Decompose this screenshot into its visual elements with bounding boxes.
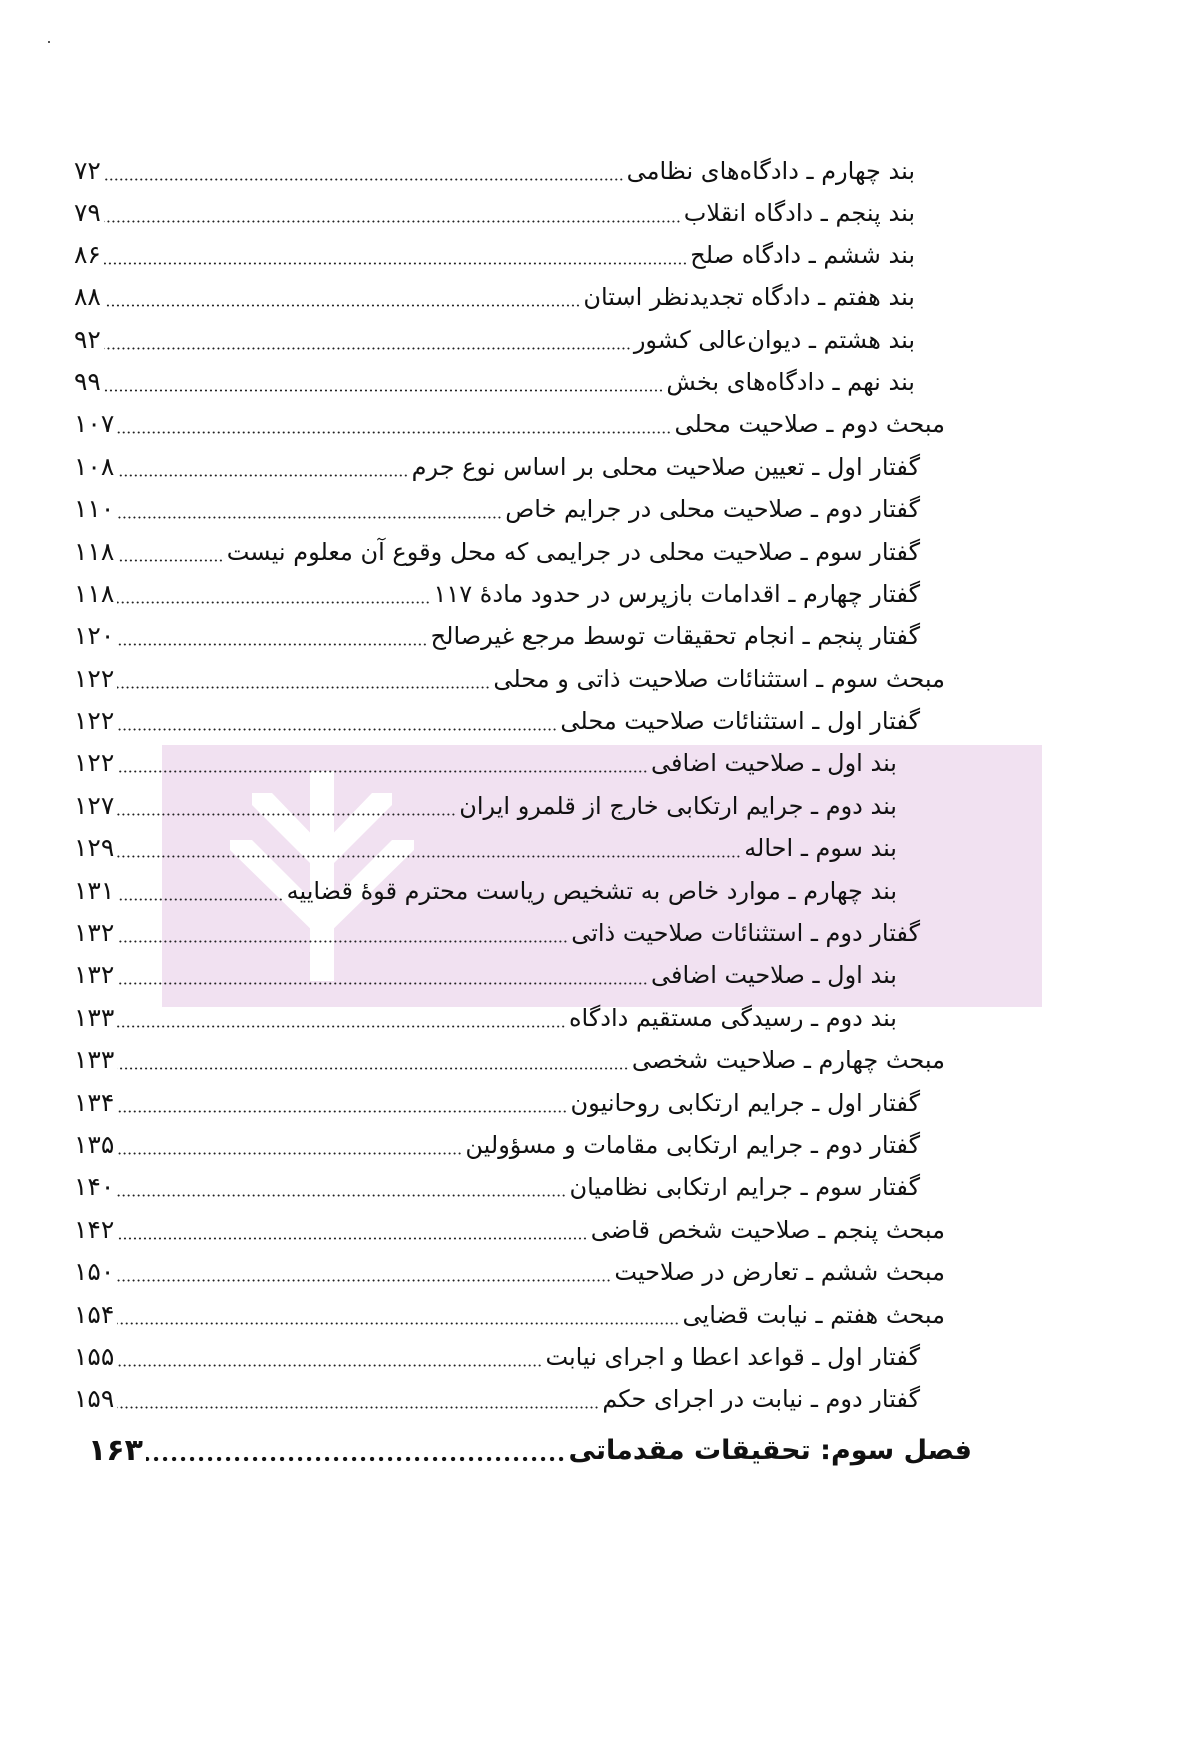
toc-title: بند نهم ـ دادگاه‌های بخش — [666, 368, 915, 396]
toc-title: گفتار دوم ـ استثنائات صلاحیت ذاتی — [571, 919, 920, 947]
toc-entry — [74, 571, 920, 611]
toc-page-number: ۸۸ — [74, 282, 101, 311]
toc-page-number: ۹۹ — [74, 367, 101, 396]
dot-leader — [117, 1406, 599, 1409]
toc-title: گفتار دوم ـ جرایم ارتکابی مقامات و مسؤولین — [465, 1131, 920, 1159]
toc-title: بند اول ـ صلاحیت اضافی — [651, 749, 897, 777]
toc-entry — [74, 444, 920, 484]
toc-entry — [74, 1080, 920, 1120]
dot-leader — [117, 643, 427, 646]
toc-page-number: ۱۳۱ — [74, 876, 115, 905]
toc-page-number: ۱۰۸ — [74, 452, 115, 481]
toc-title: گفتار اول ـ استثنائات صلاحیت محلی — [560, 707, 920, 735]
toc-page-number: ۱۵۴ — [74, 1300, 115, 1329]
toc-entry — [74, 1249, 945, 1289]
toc-page-number: ۱۲۰ — [74, 621, 115, 650]
toc-entry — [74, 232, 915, 272]
dot-leader — [104, 304, 580, 307]
dot-leader — [117, 559, 223, 562]
toc-title: بند پنجم ـ دادگاه انقلاب — [683, 199, 915, 227]
toc-title: بند سوم ـ احاله — [744, 834, 897, 862]
toc-title: بند دوم ـ جرایم ارتکابی خارج از قلمرو ایران — [459, 792, 897, 820]
dot-leader — [104, 347, 631, 350]
toc-entry — [74, 1037, 945, 1077]
toc-page-number: ۱۱۸ — [74, 579, 115, 608]
toc-page-number: ۱۳۲ — [74, 960, 115, 989]
toc-title: گفتار اول ـ قواعد اعطا و اجرای نیابت — [545, 1343, 920, 1371]
toc-title: گفتار دوم ـ نیابت در اجرای حکم — [602, 1385, 920, 1413]
toc-title: گفتار سوم ـ صلاحیت محلی در جرایمی که محل وقوع آن معلوم نیست — [226, 538, 920, 566]
toc-title: مبحث دوم ـ صلاحیت محلی — [674, 410, 945, 438]
dot-leader — [117, 855, 741, 858]
toc-page-number: ۱۱۸ — [74, 537, 115, 566]
toc-page-number: ۱۲۲ — [74, 748, 115, 777]
toc-entry — [74, 613, 920, 653]
dot-leader — [146, 1456, 566, 1462]
dot-leader — [104, 178, 624, 181]
toc-page-number: ۸۶ — [74, 240, 101, 269]
dot-leader — [117, 1194, 566, 1197]
dot-leader — [117, 813, 456, 816]
toc-entry — [74, 1376, 920, 1416]
dot-leader — [117, 516, 502, 519]
toc-entry — [74, 825, 897, 865]
dot-leader — [104, 389, 663, 392]
toc-title: گفتار چهارم ـ اقدامات بازپرس در حدود مادهٔ ۱۱۷ — [433, 580, 920, 608]
toc-page-number: ۱۱۰ — [74, 494, 115, 523]
toc-page-number: ۱۳۵ — [74, 1130, 115, 1159]
toc-page-number: ۱۳۲ — [74, 918, 115, 947]
dot-leader — [117, 728, 557, 731]
dot-leader — [117, 601, 430, 604]
toc-title: مبحث چهارم ـ صلاحیت شخصی — [631, 1046, 945, 1074]
toc-chapter-entry — [88, 1428, 972, 1468]
dot-leader — [104, 220, 681, 223]
toc-entry — [74, 1164, 920, 1204]
toc-page-number: ۷۹ — [74, 198, 101, 227]
toc-page-number: ۱۲۷ — [74, 791, 115, 820]
dot-leader — [117, 431, 671, 434]
toc-page-number: ۱۲۲ — [74, 706, 115, 735]
toc-title: بند اول ـ صلاحیت اضافی — [651, 961, 897, 989]
dot-leader — [117, 982, 648, 985]
toc-page-number: ۱۴۰ — [74, 1172, 115, 1201]
toc-page-number: ۱۳۴ — [74, 1088, 115, 1117]
toc-title: گفتار پنجم ـ انجام تحقیقات توسط مرجع غیرصالح — [430, 622, 920, 650]
dot-leader — [117, 474, 408, 477]
toc-title: بند هشتم ـ دیوان‌عالی کشور — [633, 326, 915, 354]
toc-page-number: ۱۶۳ — [88, 1433, 143, 1468]
dot-leader — [117, 770, 648, 773]
toc-entry — [74, 1122, 920, 1162]
toc-page-number: ۱۵۹ — [74, 1384, 115, 1413]
toc-entry — [74, 995, 897, 1035]
toc-title: مبحث سوم ـ استثنائات صلاحیت ذاتی و محلی — [493, 665, 945, 693]
toc-entry — [74, 486, 920, 526]
dot-leader — [117, 1364, 542, 1367]
toc-entry — [74, 1207, 945, 1247]
toc-entry — [74, 274, 915, 314]
toc-entry — [74, 529, 920, 569]
toc-entry — [74, 740, 897, 780]
dot-leader — [104, 262, 687, 265]
dot-leader — [117, 898, 283, 901]
dot-leader — [117, 1152, 462, 1155]
toc-title: فصل سوم: تحقیقات مقدماتی — [568, 1435, 972, 1466]
toc-page-number: ۱۲۲ — [74, 664, 115, 693]
dot-leader — [117, 940, 568, 943]
toc-entry — [74, 656, 945, 696]
dot-leader — [117, 1067, 629, 1070]
toc-entry — [74, 317, 915, 357]
toc-page-number: ۱۰۷ — [74, 409, 115, 438]
toc-entry — [74, 401, 945, 441]
toc-page-number: ۱۳۳ — [74, 1045, 115, 1074]
toc-page-number: ۱۲۹ — [74, 833, 115, 862]
toc-page-number: ۷۲ — [74, 156, 101, 185]
toc-page-number: ۱۴۲ — [74, 1215, 115, 1244]
toc-page-number: ۱۵۰ — [74, 1257, 115, 1286]
toc-title: بند چهارم ـ دادگاه‌های نظامی — [626, 157, 915, 185]
dot-leader — [117, 686, 490, 689]
toc-page-number: ۹۲ — [74, 325, 101, 354]
toc-entry — [74, 910, 920, 950]
toc-entry — [74, 868, 897, 908]
toc-title: بند دوم ـ رسیدگی مستقیم دادگاه — [568, 1004, 897, 1032]
toc-title: گفتار اول ـ تعیین صلاحیت محلی بر اساس نوع جرم — [411, 453, 920, 481]
dot-leader — [117, 1025, 566, 1028]
toc-entry — [74, 952, 897, 992]
toc-entry — [74, 190, 915, 230]
dot-leader — [117, 1322, 679, 1325]
dot-leader — [117, 1237, 587, 1240]
toc-page-number: ۱۵۵ — [74, 1342, 115, 1371]
toc-title: مبحث ششم ـ تعارض در صلاحیت — [614, 1258, 945, 1286]
toc-entry — [74, 359, 915, 399]
toc-title: بند ششم ـ دادگاه صلح — [690, 241, 915, 269]
toc-title: گفتار اول ـ جرایم ارتکابی روحانیون — [570, 1089, 920, 1117]
toc-page-number: ۱۳۳ — [74, 1003, 115, 1032]
toc-entry — [74, 698, 920, 738]
toc-entry — [74, 783, 897, 823]
toc-title: گفتار سوم ـ جرایم ارتکابی نظامیان — [569, 1173, 920, 1201]
toc-title: گفتار دوم ـ صلاحیت محلی در جرایم خاص — [505, 495, 920, 523]
toc-title: مبحث پنجم ـ صلاحیت شخص قاضی — [590, 1216, 945, 1244]
dot-leader — [117, 1110, 567, 1113]
toc-entry — [74, 1334, 920, 1374]
toc-title: بند هفتم ـ دادگاه تجدیدنظر استان — [583, 283, 915, 311]
toc-title: مبحث هفتم ـ نیابت قضایی — [682, 1301, 945, 1329]
toc-title: بند چهارم ـ موارد خاص به تشخیص ریاست محترم قوهٔ قضاییه — [286, 877, 897, 905]
dot-leader — [117, 1279, 611, 1282]
toc-entry — [74, 1292, 945, 1332]
toc-entry — [74, 148, 915, 188]
